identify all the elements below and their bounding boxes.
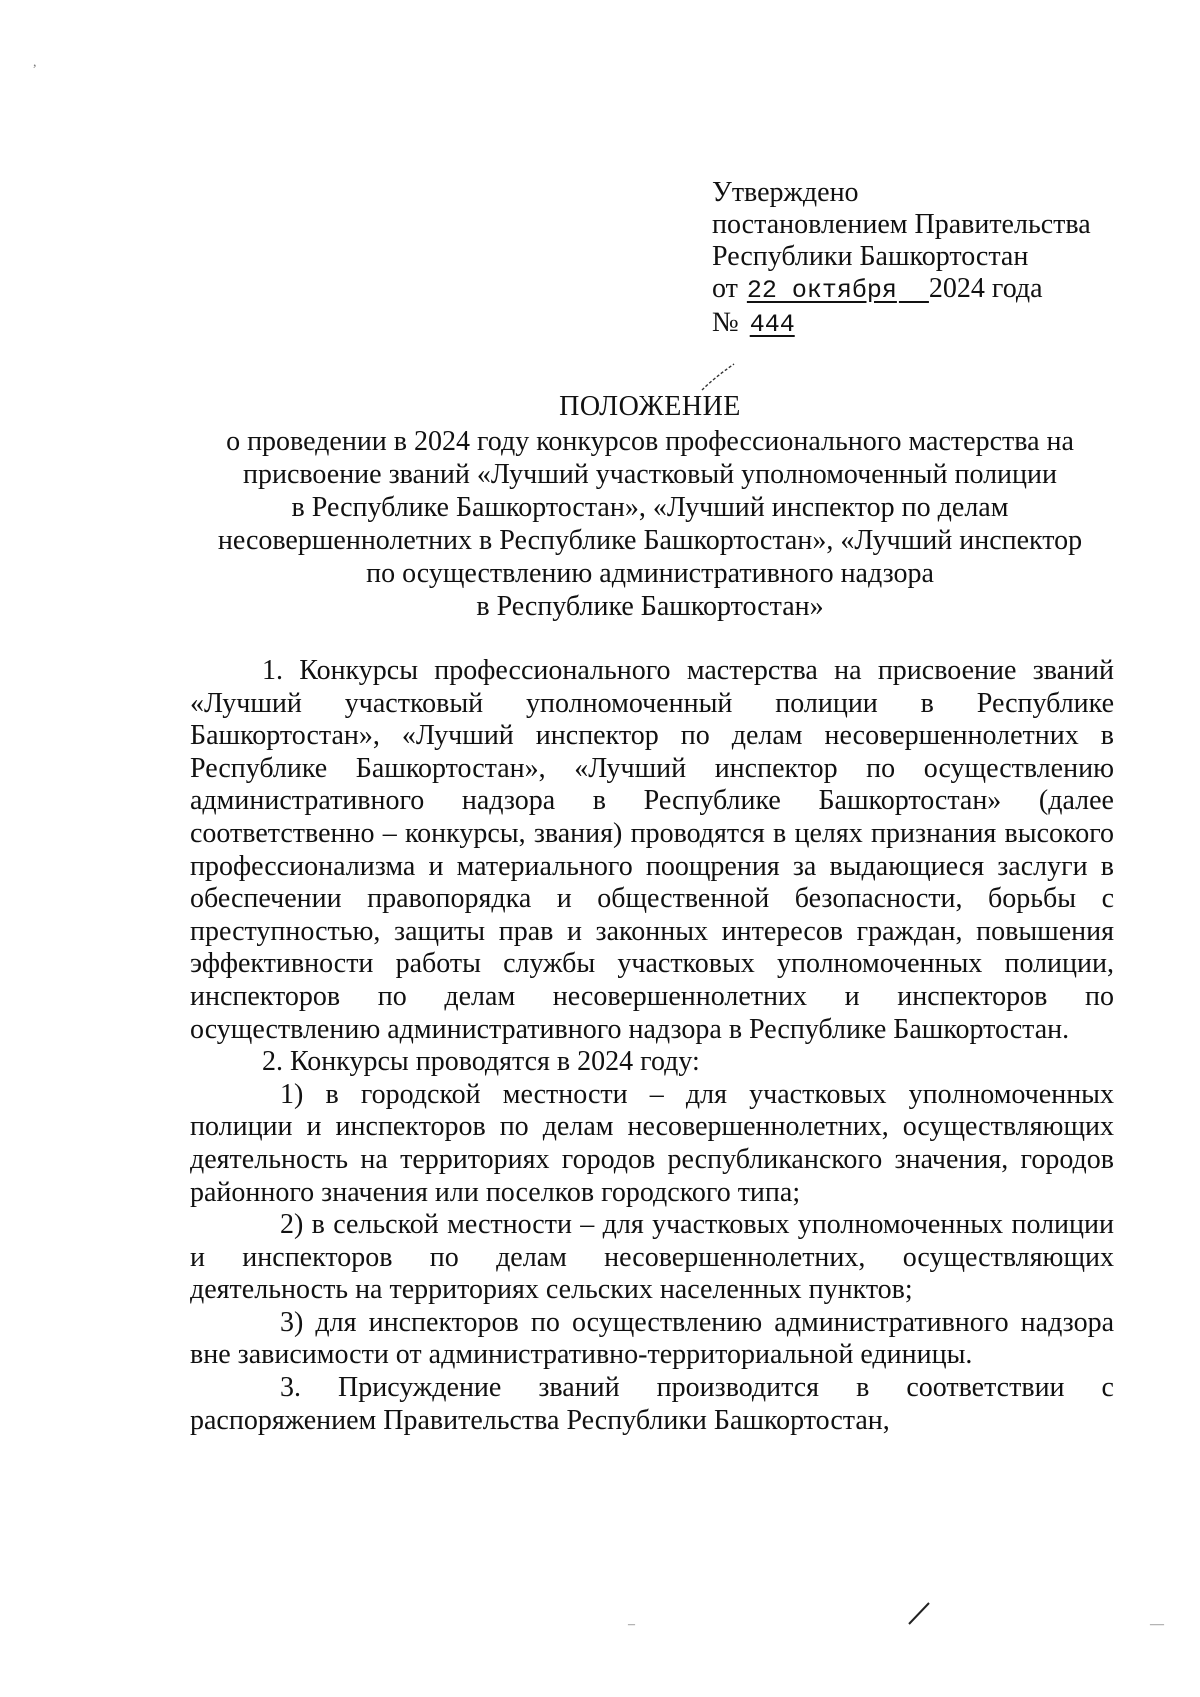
- paragraph-3: 3. Присуждение званий производится в соответствии с распоряжением Правительства Республики Башкортостан,: [190, 1372, 1114, 1436]
- approval-date-line: [712, 273, 1091, 307]
- document-heading: ПОЛОЖЕНИЕ: [559, 391, 741, 422]
- paragraph-2: 2. Конкурсы проводятся в 2024 году:: [262, 1046, 700, 1078]
- approval-line-resolution: постановлением Правительства: [712, 209, 1091, 240]
- approval-date-underline-gap: [899, 276, 929, 305]
- paragraph-2-item-3: 3) для инспекторов по осуществлению административного надзора вне зависимости от административно-территориальной единицы.: [190, 1306, 1114, 1371]
- scan-speck: ,: [33, 55, 37, 70]
- approval-date-prefix: от: [712, 273, 738, 304]
- approval-line-republic: Республики Башкортостан: [712, 241, 1029, 272]
- approval-number-filled: 444: [749, 310, 795, 339]
- title-line: по осуществлению административного надзора: [366, 558, 934, 589]
- approval-number-line: [712, 307, 1091, 341]
- paragraph-2-item-1: 1) в городской местности – для участковых уполномоченных полиции и инспекторов по делам несовершеннолетних, осуществляющих деятельность на территориях городов республиканского значения, городов районного значения или поселков городского типа;: [190, 1078, 1114, 1208]
- title-line: в Республике Башкортостан», «Лучший инспектор по делам: [291, 492, 1009, 523]
- approval-block: [712, 177, 1091, 341]
- title-line: о проведении в 2024 году конкурсов профессионального мастерства на: [226, 426, 1074, 457]
- approval-date-filled: 22 октября: [746, 276, 897, 305]
- title-line: в Республике Башкортостан»: [476, 591, 824, 622]
- paragraph-2-item-2: 2) в сельской местности – для участковых уполномоченных полиции и инспекторов по делам несовершеннолетних, осуществляющих деятельность на территориях сельских населенных пунктов;: [190, 1209, 1114, 1306]
- approval-line-approved: Утверждено: [712, 177, 859, 208]
- document-body: [190, 655, 1114, 1437]
- scan-speck: —: [1150, 1617, 1164, 1632]
- bottom-pen-mark: [905, 1600, 935, 1626]
- paragraph-1: 1. Конкурсы профессионального мастерства на присвоение званий «Лучший участковый уполномоченный полиции в Республике Башкортостан», «Лучший инспектор по делам несовершеннолетних в Республике Башкортостан», «Лучший инспектор по осуществлению административного надзора в Республике Башкортостан» (далее соответственно – конкурсы, звания) проводятся в целях признания высокого профессионализма и материального поощрения за выдающиеся заслуги в обеспечении правопорядка и общественной безопасности, борьбы с преступностью, защиты прав и законных интересов граждан, повышения эффективности работы службы участковых уполномоченных полиции, инспекторов по делам несовершеннолетних и инспекторов по осуществлению административного надзора в Республике Башкортостан.: [190, 655, 1114, 1045]
- title-line: присвоение званий «Лучший участковый уполномоченный полиции: [243, 459, 1057, 490]
- document-title-block: [185, 390, 1115, 623]
- scan-speck: –: [628, 1617, 635, 1632]
- title-line: несовершеннолетних в Республике Башкортостан», «Лучший инспектор: [217, 525, 1083, 556]
- approval-number-prefix: №: [712, 307, 739, 338]
- pen-stroke-mark: [700, 362, 736, 392]
- approval-date-suffix: 2024 года: [928, 273, 1043, 304]
